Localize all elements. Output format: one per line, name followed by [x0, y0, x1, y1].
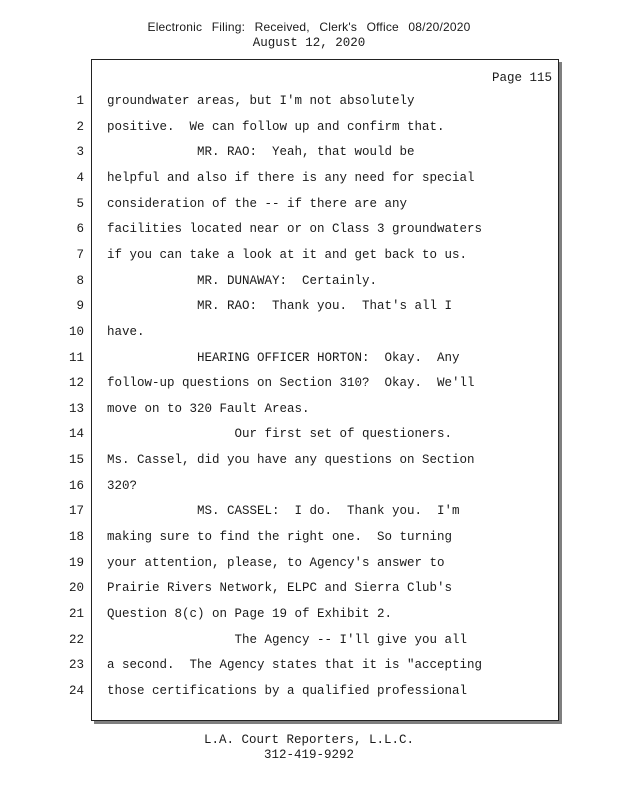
transcript-line	[0, 658, 560, 678]
line-number: 18	[68, 530, 84, 544]
line-number: 3	[76, 145, 84, 160]
transcript-line	[0, 581, 560, 601]
line-text: making sure to find the right one. So turning	[107, 530, 453, 544]
line-text: Our first set of questioners.	[107, 427, 453, 442]
line-text: your attention, please, to Agency's answer to	[107, 555, 445, 570]
transcript-line	[0, 684, 560, 704]
line-number: 23	[68, 658, 84, 673]
line-text: Prairie Rivers Network, ELPC and Sierra Club's	[107, 581, 453, 596]
line-number: 20	[68, 581, 84, 596]
hearing-date: August 12, 2020	[252, 36, 366, 50]
transcript-line	[0, 197, 560, 217]
line-number: 7	[76, 247, 84, 262]
line-text: if you can take a look at it and get back to us.	[107, 247, 468, 262]
transcript-line	[0, 633, 560, 653]
line-text: The Agency -- I'll give you all	[107, 632, 468, 647]
line-number: 14	[68, 427, 84, 442]
transcript-line	[0, 351, 560, 371]
line-text: a second. The Agency states that it is "accepting	[107, 658, 483, 673]
line-text: 320?	[107, 478, 138, 493]
transcript-line	[0, 376, 560, 396]
line-text: Question 8(c) on Page 19 of Exhibit 2.	[107, 607, 393, 621]
line-number: 4	[76, 170, 84, 185]
line-number: 6	[76, 222, 84, 237]
line-text: those certifications by a qualified professional	[107, 683, 468, 698]
line-number: 16	[68, 478, 84, 493]
transcript-line	[0, 274, 560, 294]
filing-stamp: Electronic Filing: Received, Clerk's Office 08/20/2020	[147, 20, 471, 34]
line-text: MR. RAO: Thank you. That's all I	[107, 299, 453, 314]
transcript-line	[0, 299, 560, 319]
line-text: Ms. Cassel, did you have any questions on Section	[107, 453, 475, 468]
reporter-firm: L.A. Court Reporters, L.L.C.	[203, 733, 415, 747]
line-text: groundwater areas, but I'm not absolutely	[107, 94, 415, 108]
transcript-line	[0, 325, 560, 345]
transcript-line	[0, 427, 560, 447]
transcript-line	[0, 145, 560, 165]
line-number: 13	[68, 401, 84, 416]
line-number: 9	[76, 299, 84, 314]
transcript-line	[0, 171, 560, 191]
line-number: 8	[76, 273, 84, 288]
transcript-line	[0, 556, 560, 576]
line-number: 5	[76, 196, 84, 211]
line-number: 11	[68, 350, 84, 365]
transcript-line	[0, 222, 560, 242]
line-number: 1	[76, 94, 84, 108]
line-number: 2	[76, 119, 84, 134]
transcript-line	[0, 402, 560, 422]
line-number: 19	[68, 555, 84, 570]
line-number: 17	[68, 504, 84, 519]
line-text: positive. We can follow up and confirm that.	[107, 119, 445, 134]
line-text: MS. CASSEL: I do. Thank you. I'm	[107, 504, 460, 519]
line-text: facilities located near or on Class 3 groundwaters	[107, 222, 483, 237]
transcript-line	[0, 504, 560, 524]
transcript-line	[0, 479, 560, 499]
line-number: 22	[68, 632, 84, 647]
transcript-line	[0, 453, 560, 473]
page-number: Page 115	[491, 71, 552, 85]
line-number: 15	[68, 453, 84, 468]
line-text: follow-up questions on Section 310? Okay. We'll	[107, 376, 475, 391]
line-text: move on to 320 Fault Areas.	[107, 401, 310, 416]
line-text: HEARING OFFICER HORTON: Okay. Any	[107, 350, 460, 365]
transcript-line	[0, 120, 560, 140]
transcript-line	[0, 94, 560, 114]
reporter-phone: 312-419-9292	[263, 748, 354, 762]
transcript-line	[0, 248, 560, 268]
line-text: helpful and also if there is any need for special	[107, 170, 475, 185]
line-number: 12	[68, 376, 84, 391]
line-text: have.	[107, 324, 145, 339]
line-number: 21	[68, 607, 84, 621]
line-number: 10	[68, 324, 84, 339]
line-number: 24	[68, 683, 84, 698]
transcript-line	[0, 607, 560, 627]
line-text: consideration of the -- if there are any	[107, 196, 408, 211]
transcript-line	[0, 530, 560, 550]
line-text: MR. RAO: Yeah, that would be	[107, 145, 415, 160]
line-text: MR. DUNAWAY: Certainly.	[107, 273, 378, 288]
